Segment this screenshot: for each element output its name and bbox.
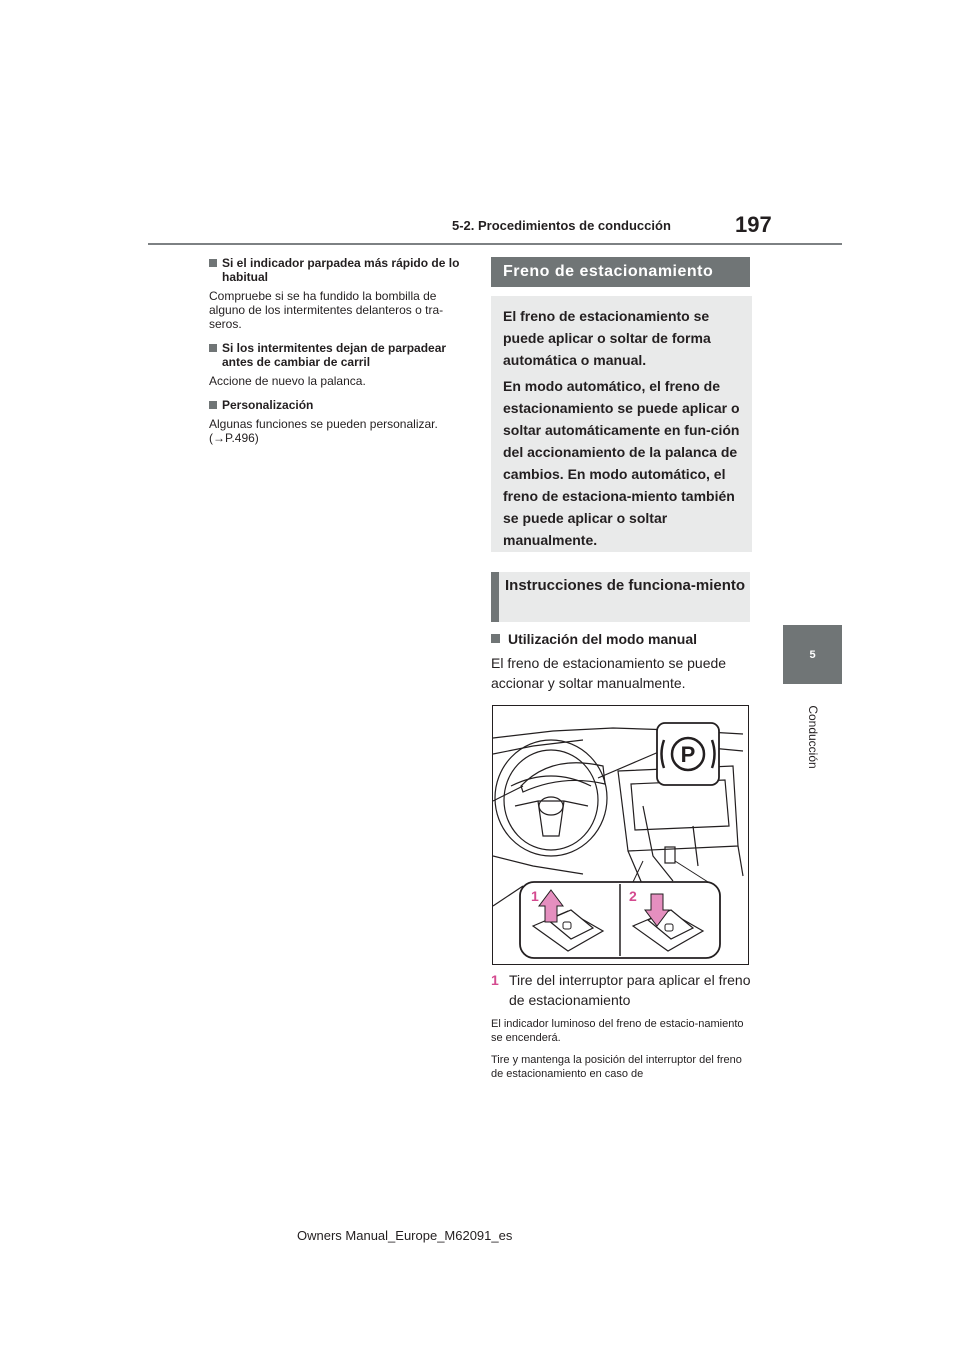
step-1 xyxy=(491,970,753,1010)
chapter-tab-number: 5 xyxy=(783,625,842,684)
note-1: El indicador luminoso del freno de estacio-namiento se encenderá. xyxy=(491,1018,744,1044)
note-2: Tire y mantenga la posición del interruptor del freno de estacionamiento en caso de xyxy=(491,1054,742,1080)
manual-mode-text: El freno de estacionamiento se puede accionar y soltar manualmente. xyxy=(491,655,727,691)
p-switch-symbol: P xyxy=(680,742,696,767)
page-number: 197 xyxy=(735,212,772,237)
parking-brake-illustration xyxy=(492,705,749,965)
chapter-tab-label: Conducción xyxy=(806,705,820,769)
illustration-svg xyxy=(493,706,748,964)
section-title: 5-2. Procedimientos de conducción xyxy=(452,218,671,233)
intro-box xyxy=(491,296,752,552)
left-column xyxy=(209,256,467,455)
step-1-text: Tire del interruptor para aplicar el freno de estacionamiento xyxy=(509,972,751,1008)
manual-mode-heading: Utilización del modo manual xyxy=(491,631,751,647)
section-banner: Freno de estacionamiento xyxy=(491,257,750,287)
left-text-1: Compruebe si se ha fundido la bombilla de alguno de los intermitentes delanteros o tra-seros. xyxy=(209,289,444,331)
left-text-3: Algunas funciones se pueden personalizar. (→P.496) xyxy=(209,417,438,445)
callout-1: 1 xyxy=(531,888,539,904)
header-divider xyxy=(148,243,842,245)
step-1-number: 1 xyxy=(491,972,499,988)
left-text-2: Accione de nuevo la palanca. xyxy=(209,374,366,388)
intro-paragraph-2: En modo automático, el freno de estacionamiento se puede aplicar o soltar automáticamente en fun-ción del accionamiento de la palanca de cambios. En modo automático, el freno de estaciona-miento también se puede aplicar o soltar manualmente. xyxy=(503,378,740,548)
left-heading-1: Si el indicador parpadea más rápido de lo habitual xyxy=(209,256,467,284)
callout-2: 2 xyxy=(629,888,637,904)
step-notes xyxy=(491,1017,753,1089)
left-heading-2: Si los intermitentes dejan de parpadear antes de cambiar de carril xyxy=(209,341,467,369)
intro-paragraph-1: El freno de estacionamiento se puede aplicar o soltar de forma automática o manual. xyxy=(503,308,711,368)
instructions-subheading: Instrucciones de funciona-miento xyxy=(491,572,750,622)
footer-document-id: Owners Manual_Europe_M62091_es xyxy=(297,1228,513,1243)
left-heading-3: Personalización xyxy=(209,398,467,412)
